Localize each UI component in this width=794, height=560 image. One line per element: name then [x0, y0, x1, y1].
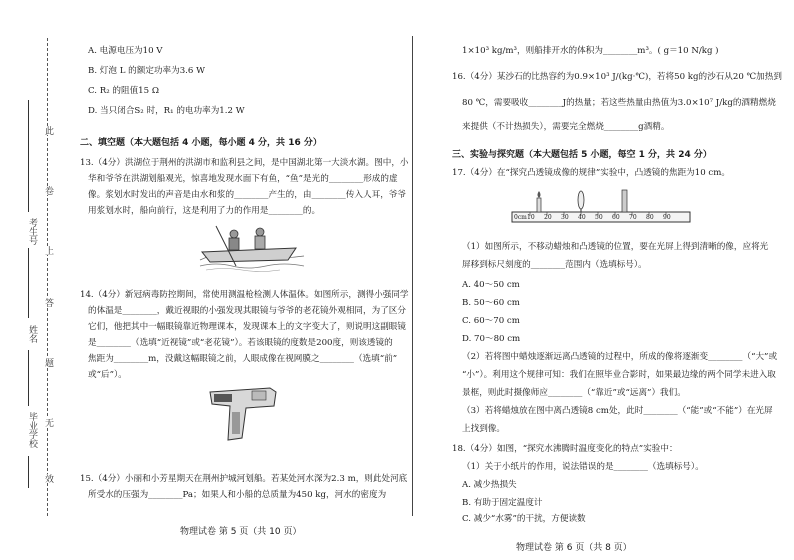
q17-line-8: 上找到像。 — [462, 424, 505, 434]
school-line-lower — [28, 456, 29, 488]
ruler-tick-80: 80 — [646, 214, 654, 221]
q18-option-b: B. 有助于固定温度计 — [462, 498, 543, 508]
q14-line-6: 或“后”）。 — [88, 370, 127, 380]
margin-char-3: 上 — [43, 246, 53, 255]
margin-char-7: 效 — [43, 474, 53, 483]
q16-line-3: 来提供（不计热损失），需要完全燃烧________g酒精。 — [462, 122, 670, 132]
boat-figure — [196, 222, 308, 272]
q17-line-4: （2）若将图中蜡烛逐渐远离凸透镜的过程中，所成的像将逐渐变________（“大”或 — [462, 352, 778, 362]
option-b: B. 灯泡 L 的额定功率为3.6 W — [88, 66, 205, 76]
school-line — [28, 350, 29, 406]
q17-line-1: 17.（4分）在“探究凸透镜成像的规律”实验中，凸透镜的焦距为10 cm。 — [452, 168, 730, 178]
section-2-heading: 二、填空题（本大题包括 4 小题，每小题 4 分，共 16 分） — [80, 138, 322, 148]
q17-line-7: （3）若将蜡烛放在图中离凸透镜8 cm处，此时________（“能”或“不能”）在光屏 — [462, 406, 773, 416]
q13-line-4: 用浆划水时，船向前行，这是利用了力的作用是________的。 — [88, 206, 321, 216]
q14-line-4: 是________（选填“近视镜”或“老花镜”）。若该眼镜的度数是200度，则该透镜的 — [88, 338, 393, 348]
ruler-tick-30: 30 — [561, 214, 569, 221]
q18-option-c: C. 减少“水雾”的干扰，方便读数 — [462, 514, 586, 524]
ruler-tick-90: 90 — [663, 214, 671, 221]
q13-line-1: 13.（4分）洪湖位于荆州的洪湖市和监利县之间，是中国湖北第一大淡水湖。图中，小 — [80, 158, 409, 168]
left-page-footer: 物理试卷 第 5 页（共 10 页） — [180, 527, 302, 537]
q14-line-2: 的体温是________，戴近视眼的小强发现其眼镜与爷爷的老花镜外观相同，为了区分 — [88, 306, 406, 316]
examinee-number-line — [28, 100, 29, 212]
ruler-tick-50: 50 — [595, 214, 603, 221]
q17-line-2: （1）如图所示，不移动蜡烛和凸透镜的位置，要在光屏上得到清晰的像，应将光 — [462, 242, 769, 252]
seal-line — [47, 38, 48, 516]
name-label: 姓名 — [27, 325, 37, 343]
q17-option-d: D. 70～80 cm — [462, 334, 521, 344]
q18-line-2: （1）关于小纸片的作用，说法错误的是________（选填标号）。 — [462, 462, 704, 472]
q17-option-a: A. 40～50 cm — [462, 280, 520, 290]
ruler-tick-0: 0cm — [514, 214, 527, 221]
q17-option-b: B. 50～60 cm — [462, 298, 520, 308]
q15-line-1: 15.（4分）小丽和小芳星期天在荆州护城河划船。若某处河水深为2.3 m，则此处河底 — [80, 474, 408, 484]
page-divider — [412, 36, 413, 516]
ruler-tick-10: 10 — [527, 214, 535, 221]
school-label: 毕业学校 — [27, 412, 37, 448]
ruler-tick-70: 70 — [629, 214, 637, 221]
q13-line-2: 华和爷爷在洪湖划船观光，惊喜地发现水面下有鱼，“鱼”是光的________形成的虚 — [88, 174, 398, 184]
q16-line-1: 16.（4分）某沙石的比热容约为0.9×10³ J/(kg·℃)，若将50 kg的沙石从20 ℃加热到 — [452, 72, 782, 82]
q17-option-c: C. 60～70 cm — [462, 316, 520, 326]
q18-option-a: A. 减少热损失 — [462, 480, 517, 490]
examinee-number-label: 考生号 — [27, 218, 37, 245]
ruler-tick-20: 20 — [544, 214, 552, 221]
q16-line-2: 80 ℃，需要吸收________J的热量；若这些热量由热值为3.0×10⁷ J/kg的酒精燃烧 — [462, 98, 776, 108]
q17-line-6: 景框，则此时摄像师应________（“靠近”或“远离”）我们。 — [462, 388, 686, 398]
q14-line-5: 焦距为________m，没戴这幅眼镜之前，人眼成像在视网膜之________（选填“前” — [88, 354, 398, 364]
margin-char-5: 题 — [43, 358, 53, 367]
q13-line-3: 像。浆划水时发出的声音是由水和浆的________产生的，由________传入人耳，爷爷 — [88, 190, 406, 200]
margin-char-1: 此 — [43, 126, 53, 135]
option-c: C. R₂ 的阻值15 Ω — [88, 86, 159, 96]
margin-char-4: 答 — [43, 298, 53, 307]
q15-continued: 1×10³ kg/m³，则船排开水的体积为________m³。( g＝10 N/kg ) — [462, 46, 719, 56]
name-line — [28, 248, 29, 318]
option-a: A. 电源电压为10 V — [88, 46, 163, 56]
ruler-tick-40: 40 — [578, 214, 586, 221]
right-page-footer: 物理试卷 第 6 页（共 8 页） — [516, 543, 632, 553]
q14-line-3: 它们，他把其中一幅眼镜靠近物理课本，发现课本上的文字变大了，则说明这副眼镜 — [88, 322, 406, 332]
q18-line-1: 18.（4分）如图，“探究水沸腾时温度变化的特点”实验中： — [452, 444, 678, 454]
q17-line-5: “小”）。利用这个规律可知：我们在照毕业合影时，如果最边缘的两个同学未进入取 — [462, 370, 776, 380]
q15-line-2: 所受水的压强为________Pa；如果人和小船的总质量为450 kg，河水的密度为 — [88, 490, 387, 500]
option-d: D. 当只闭合S₂ 时，R₁ 的电功率为1.2 W — [88, 106, 245, 116]
q14-line-1: 14.（4分）新冠病毒防控期间，常使用测温枪检测人体温体。如图所示，测得小强同学 — [80, 290, 409, 300]
thermometer-gun-figure — [206, 382, 286, 444]
margin-char-2: 卷 — [43, 186, 53, 195]
margin-char-6: 无 — [43, 418, 53, 427]
q17-line-3: 屏移到标尺刻度的________范围内（选填标号）。 — [462, 260, 647, 270]
ruler-tick-60: 60 — [612, 214, 620, 221]
optical-bench-figure — [510, 186, 694, 232]
section-3-heading: 三、实验与探究题（本大题包括 5 小题，每空 1 分，共 24 分） — [452, 150, 712, 160]
